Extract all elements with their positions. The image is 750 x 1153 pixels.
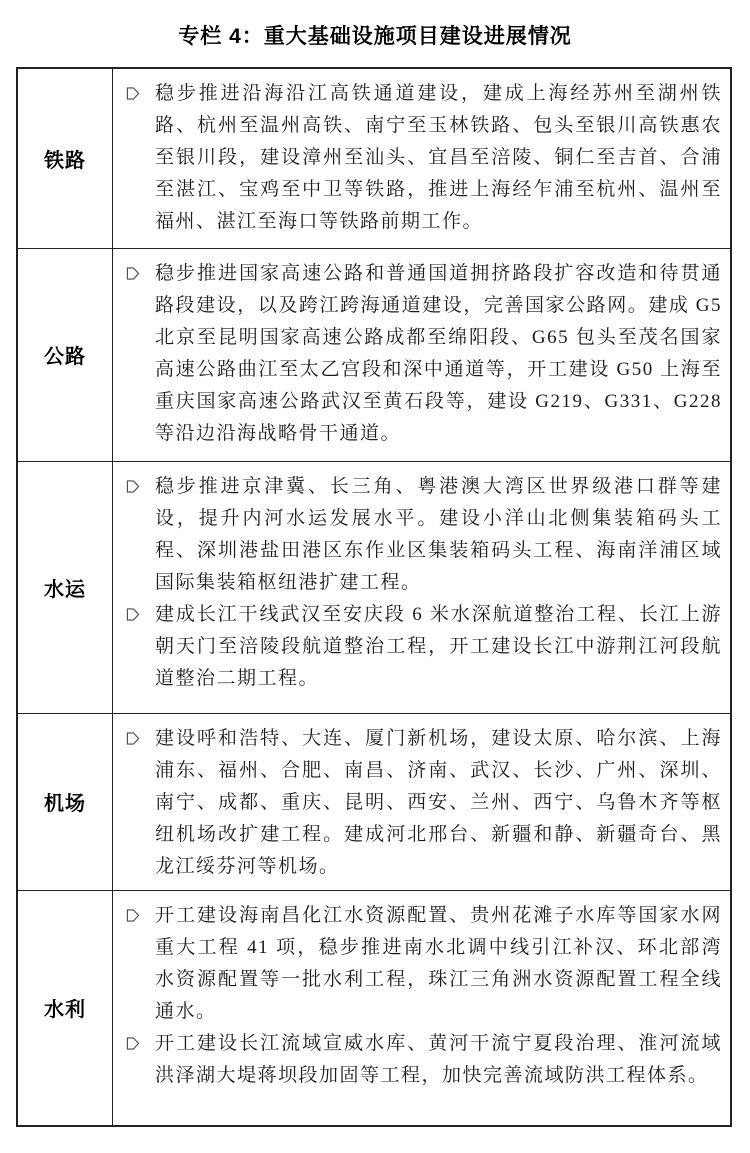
pentagon-right-bullet-icon [126,86,140,101]
row-content [113,68,732,248]
list-item [126,599,722,695]
list-item [126,258,722,450]
list-item [126,1028,722,1092]
row-content [113,713,732,890]
row-label: 机场 [17,713,113,890]
bullet-item-text: 建成长江干线武汉至安庆段 6 米水深航道整治工程、长江上游朝天门至涪陵段航道整治工程，开工建设长江中游荆江河段航道整治二期工程。 [155,603,722,689]
table-row [17,461,731,713]
pentagon-right-bullet-icon [126,908,140,923]
pentagon-right-bullet-icon [126,266,140,281]
row-content [113,890,732,1126]
pentagon-right-bullet-icon [126,1036,140,1051]
list-item [126,471,722,599]
pentagon-right-bullet-icon [126,731,140,746]
bullet-item-text: 稳步推进沿海沿江高铁通道建设，建成上海经苏州至湖州铁路、杭州至温州高铁、南宁至玉林铁路、包头至银川高铁惠农至银川段，建设漳州至汕头、宜昌至涪陵、铜仁至吉首、合浦至湛江、宝鸡至中卫等铁路，推进上海经乍浦至杭州、温州至福州、湛江至海口等铁路前期工作。 [155,83,722,232]
pentagon-right-bullet-icon [126,479,140,494]
table-row [17,713,731,890]
row-label: 水运 [17,461,113,713]
table-row [17,68,731,248]
row-label: 铁路 [17,68,113,248]
row-content [113,461,732,713]
list-item [126,723,722,883]
infrastructure-table [16,67,732,1127]
row-label: 公路 [17,248,113,461]
table-row [17,890,731,1126]
list-item [126,900,722,1028]
row-content [113,248,732,461]
infrastructure-table-body [17,68,731,1126]
page-title: 专栏 4：重大基础设施项目建设进展情况 [178,25,572,48]
pentagon-right-bullet-icon [126,607,140,622]
bullet-item-text: 开工建设海南昌化江水资源配置、贵州花滩子水库等国家水网重大工程 41 项，稳步推进南水北调中线引江补汉、环北部湾水资源配置等一批水利工程，珠江三角洲水资源配置工程全线通水。 [155,904,722,1022]
bullet-item-text: 稳步推进国家高速公路和普通国道拥挤路段扩容改造和待贯通路段建设，以及跨江跨海通道建设，完善国家公路网。建成 G5 北京至昆明国家高速公路成都至绵阳段、G65 包头至茂名国家高速公路曲江至太乙宫段和深中通道等，开工建设 G50 上海至重庆国家高速公路武汉至黄石段等，建设 G219、G331、G228 等沿边沿海战略骨干通道。 [155,262,722,444]
bullet-item-text: 建设呼和浩特、大连、厦门新机场，建设太原、哈尔滨、上海浦东、福州、合肥、南昌、济南、武汉、长沙、广州、深圳、南宁、成都、重庆、昆明、西安、兰州、西宁、乌鲁木齐等枢纽机场改扩建工程。建成河北邢台、新疆和静、新疆奇台、黑龙江绥芬河等机场。 [155,727,722,877]
list-item [126,78,722,238]
table-row [17,248,731,461]
bullet-item-text: 稳步推进京津冀、长三角、粤港澳大湾区世界级港口群等建设，提升内河水运发展水平。建设小洋山北侧集装箱码头工程、深圳港盐田港区东作业区集装箱码头工程、海南洋浦区域国际集装箱枢纽港扩建工程。 [155,475,722,593]
row-label: 水利 [17,890,113,1126]
bullet-item-text: 开工建设长江流域宣威水库、黄河干流宁夏段治理、淮河流域洪泽湖大堤蒋坝段加固等工程，加快完善流域防洪工程体系。 [155,1032,722,1086]
